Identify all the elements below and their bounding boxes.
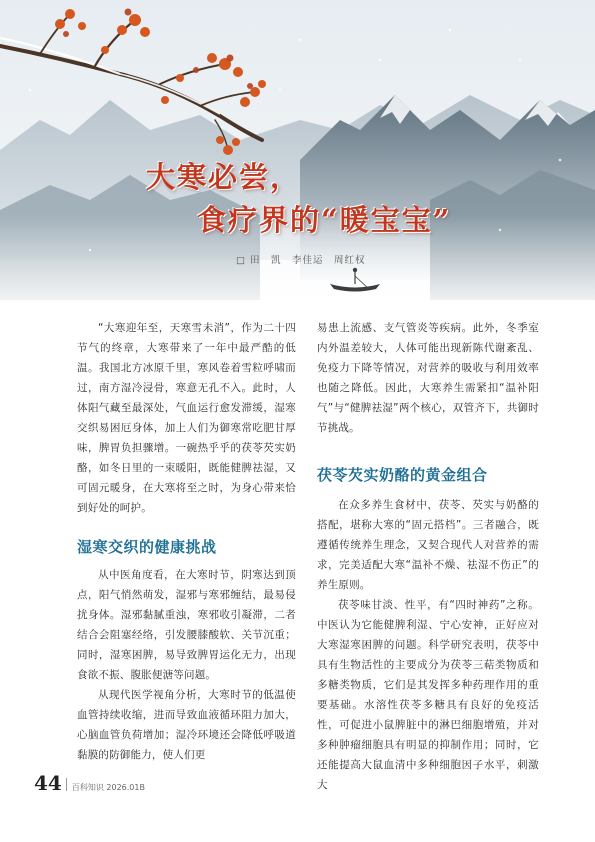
section-heading-damp-cold: 湿寒交织的健康挑战	[77, 538, 217, 556]
hero-illustration	[0, 0, 595, 318]
issue-label: 百科知识 2026.01B	[71, 783, 145, 792]
body-paragraph: 从中医角度看，在大寒时节，阴寒达到顶点，阳气悄然萌发，湿邪与寒邪缠结，最易侵扰身体。湿邪黏腻重浊，寒邪收引凝滞，二者结合会阻塞经络，引发腰膝酸软、关节沉重；同时，湿寒困脾，易导致脾胃运化无力，出现食欲不振、腹胀便溏等问题。	[77, 569, 296, 681]
authors-byline: □ 田 凯 李佳运 周红权	[236, 255, 366, 266]
intro-paragraph: “大寒迎年至，天寒雪未消”，作为二十四节气的终章，大寒带来了一年中最严酷的低温。我国北方冰原千里，寒风卷着雪粒呼啸而过，南方湿冷浸骨，寒意无孔不入。此时，人体阳气藏至最深处，气血运行愈发滞缓，湿寒交织易困厄身体，加上人们为御寒常吃肥甘厚味，脾胃负担骤增。一碗热乎乎的茯苓芡实奶酪，如冬日里的一束暖阳，既能健脾祛湿，又可固元暖身，在大寒将至之时，为身心带来恰到好处的呵护。	[77, 322, 296, 514]
article-title-line1: 大寒必尝，	[146, 160, 302, 194]
section-heading-golden-combo: 茯苓芡实奶酪的黄金组合	[317, 466, 488, 484]
body-paragraph: 从现代医学视角分析，大寒时节的低温使血管持续收缩，进而导致血液循环阻力加大，心脑血管负荷增加；湿冷环境还会降低呼吸道黏膜的防御能力，使人们更	[77, 689, 296, 761]
page-footer	[34, 771, 145, 795]
body-paragraph: 在众多养生食材中，茯苓、芡实与奶酪的搭配，堪称大寒的“固元搭档”。三者融合，既遵循传统养生理念，又契合现代人对营养的需求，完美适配大寒“温补不燥、祛湿不伤正”的养生原则。	[317, 499, 539, 591]
article-title-line2: 食疗界的“暖宝宝”	[197, 203, 452, 237]
page-number: 44	[34, 771, 62, 795]
right-column	[317, 318, 539, 795]
left-column	[77, 318, 296, 765]
footer-divider	[66, 778, 67, 791]
continued-paragraph: 易患上流感、支气管炎等疾病。此外，冬季室内外温差较大，人体可能出现新陈代谢紊乱、免疫力下降等情况，对营养的吸收与利用效率也随之降低。因此，大寒养生需紧扣“温补阳气”与“健脾祛湿”两个核心，双管齐下，共御时节挑战。	[317, 322, 539, 434]
body-paragraph: 茯苓味甘淡、性平，有“四时神药”之称。中医认为它能健脾利湿、宁心安神，正好应对大寒湿寒困脾的问题。科学研究表明，茯苓中具有生物活性的主要成分为茯苓三萜类物质和多糖类物质，它们是其发挥多种药理作用的重要基础。水溶性茯苓多糖具有良好的免疫活性，可促进小鼠脾脏中的淋巴细胞增殖，并对多种肿瘤细胞具有明显的抑制作用；同时，它还能提高大鼠血清中多种细胞因子水平，刺激大	[317, 599, 539, 791]
